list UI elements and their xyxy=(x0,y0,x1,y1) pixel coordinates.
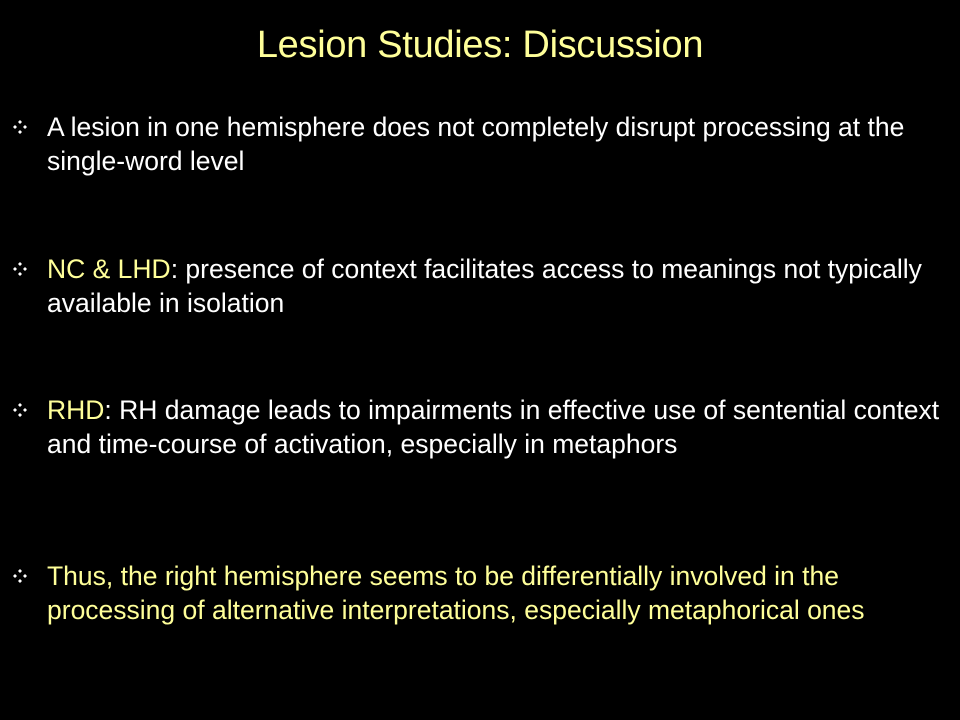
four-diamond-bullet-icon xyxy=(12,119,28,135)
bullet-item xyxy=(12,110,952,178)
bullet-item xyxy=(12,393,952,461)
bullet-text xyxy=(47,252,952,320)
bullet-text xyxy=(47,393,952,461)
bullet-lead: RHD xyxy=(47,395,105,425)
bullet-body: : presence of context facilitates access to meanings not typically available in isolation xyxy=(47,254,922,318)
bullet-lead: NC & LHD xyxy=(47,254,171,284)
four-diamond-bullet-icon xyxy=(12,402,28,418)
bullet-body: A lesion in one hemisphere does not completely disrupt processing at the single-word level xyxy=(47,112,905,176)
slide-title: Lesion Studies: Discussion xyxy=(256,24,704,66)
bullet-body: : RH damage leads to impairments in effective use of sentential context and time-course of activation, especially in metaphors xyxy=(47,395,940,459)
bullet-item xyxy=(12,559,952,627)
bullet-text xyxy=(47,110,952,178)
bullet-item xyxy=(12,252,952,320)
bullet-text xyxy=(47,559,952,627)
bullet-body: Thus, the right hemisphere seems to be differentially involved in the processing of alternative interpretations, especially metaphorical ones xyxy=(47,561,865,625)
four-diamond-bullet-icon xyxy=(12,568,28,584)
four-diamond-bullet-icon xyxy=(12,261,28,277)
